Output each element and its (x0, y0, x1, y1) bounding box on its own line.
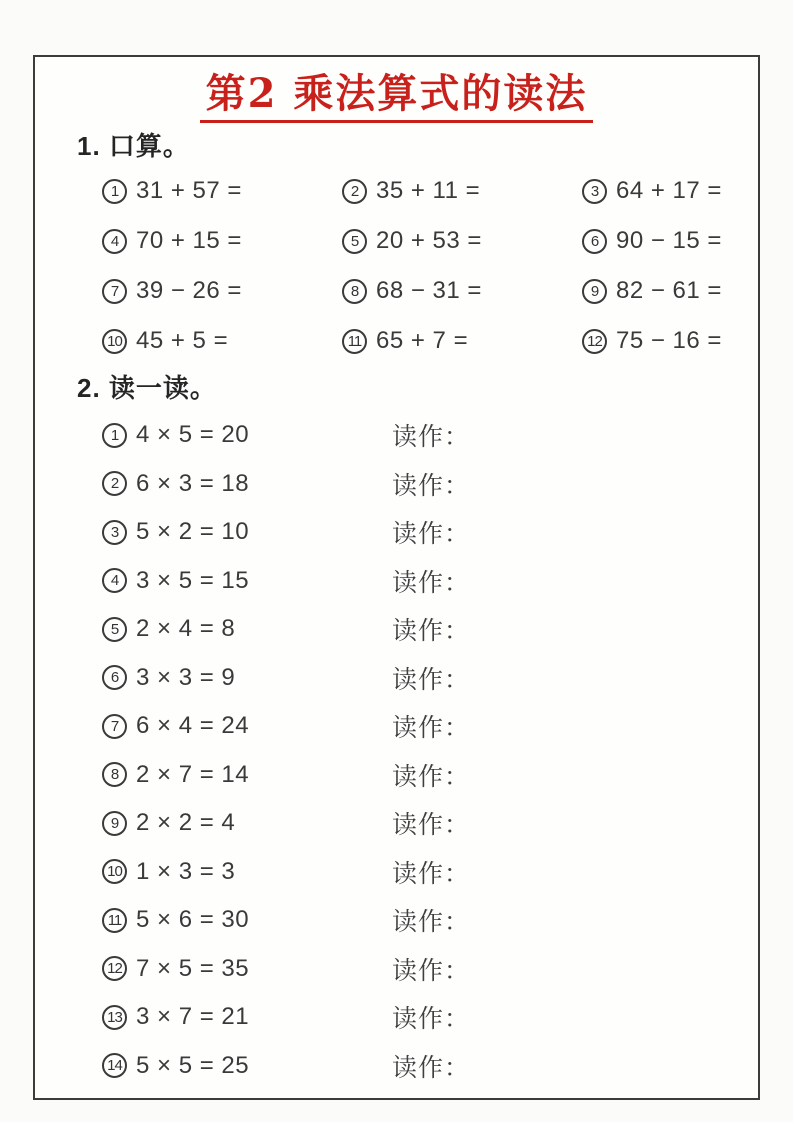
problem-expression: 4 × 5 = 20 (136, 421, 250, 449)
problem-expression: 1 × 3 = 3 (136, 857, 236, 885)
oral-math-grid (102, 166, 750, 366)
reading-problem-row (102, 557, 750, 606)
reading-problem-row (102, 654, 750, 703)
read-as-label: 读作： (392, 423, 471, 452)
problem-expression: 2 × 7 = 14 (136, 760, 250, 788)
reading-problem-row (102, 945, 750, 994)
oral-math-problem (342, 266, 582, 316)
read-as-label: 读作： (392, 956, 471, 985)
problem-number-badge: 2 (102, 471, 127, 496)
worksheet-title: 第2 乘法算式的读法 (200, 71, 594, 123)
problem-number-badge: 14 (102, 1053, 127, 1078)
problem-expression: 20 + 53 = (376, 227, 482, 254)
section1-heading: 1. 口算。 (77, 131, 190, 161)
oral-math-problem (102, 216, 342, 266)
problem-expression: 31 + 57 = (136, 177, 242, 204)
problem-expression: 39 − 26 = (136, 277, 242, 304)
reading-problem-row (102, 460, 750, 509)
oral-math-problem (102, 316, 342, 366)
problem-expression: 45 + 5 = (136, 327, 229, 354)
problem-number-badge: 3 (582, 179, 607, 204)
read-as-label: 读作： (392, 859, 471, 888)
problem-number-badge: 9 (582, 279, 607, 304)
problem-number-badge: 5 (102, 617, 127, 642)
problem-number-badge: 4 (102, 568, 127, 593)
read-as-label: 读作： (392, 520, 471, 549)
problem-expression: 7 × 5 = 35 (136, 954, 250, 982)
reading-problem-row (102, 1042, 750, 1091)
reading-problem-row (102, 411, 750, 460)
problem-expression: 5 × 5 = 25 (136, 1051, 250, 1079)
read-as-label: 读作： (392, 568, 471, 597)
worksheet-frame (33, 55, 760, 1100)
title-row (35, 71, 758, 123)
read-as-label: 读作： (392, 1005, 471, 1034)
problem-number-badge: 12 (102, 956, 127, 981)
problem-expression: 2 × 4 = 8 (136, 615, 236, 643)
problem-number-badge: 13 (102, 1005, 127, 1030)
reading-problem-row (102, 848, 750, 897)
problem-number-badge: 6 (102, 665, 127, 690)
problem-number-badge: 5 (342, 229, 367, 254)
oral-math-problem (342, 216, 582, 266)
oral-math-problem (102, 266, 342, 316)
problem-number-badge: 7 (102, 279, 127, 304)
problem-expression: 68 − 31 = (376, 277, 482, 304)
problem-expression: 6 × 4 = 24 (136, 712, 250, 740)
read-as-label: 读作： (392, 908, 471, 937)
reading-problem-row (102, 799, 750, 848)
reading-problem-list (102, 411, 750, 1090)
problem-expression: 82 − 61 = (616, 277, 722, 304)
reading-problem-row (102, 993, 750, 1042)
problem-expression: 2 × 2 = 4 (136, 809, 236, 837)
problem-number-badge: 8 (342, 279, 367, 304)
read-as-label: 读作： (392, 1053, 471, 1082)
problem-number-badge: 12 (582, 329, 607, 354)
oral-math-problem (582, 266, 750, 316)
problem-expression: 75 − 16 = (616, 327, 722, 354)
problem-expression: 90 − 15 = (616, 227, 722, 254)
oral-math-problem (582, 216, 750, 266)
reading-problem-row (102, 605, 750, 654)
oral-math-problem (342, 166, 582, 216)
reading-problem-row (102, 751, 750, 800)
problem-number-badge: 2 (342, 179, 367, 204)
oral-math-problem (102, 166, 342, 216)
problem-number-badge: 6 (582, 229, 607, 254)
problem-number-badge: 9 (102, 811, 127, 836)
read-as-label: 读作： (392, 471, 471, 500)
read-as-label: 读作： (392, 617, 471, 646)
problem-number-badge: 4 (102, 229, 127, 254)
problem-expression: 5 × 2 = 10 (136, 518, 250, 546)
oral-math-problem (342, 316, 582, 366)
problem-number-badge: 1 (102, 423, 127, 448)
reading-problem-row (102, 896, 750, 945)
problem-expression: 64 + 17 = (616, 177, 722, 204)
problem-number-badge: 1 (102, 179, 127, 204)
reading-problem-row (102, 508, 750, 557)
problem-number-badge: 11 (102, 908, 127, 933)
problem-expression: 70 + 15 = (136, 227, 242, 254)
read-as-label: 读作： (392, 811, 471, 840)
problem-expression: 3 × 3 = 9 (136, 663, 236, 691)
read-as-label: 读作： (392, 714, 471, 743)
problem-expression: 35 + 11 = (376, 177, 481, 204)
problem-number-badge: 8 (102, 762, 127, 787)
problem-number-badge: 7 (102, 714, 127, 739)
reading-problem-row (102, 702, 750, 751)
problem-expression: 3 × 5 = 15 (136, 566, 250, 594)
oral-math-problem (582, 166, 750, 216)
problem-expression: 6 × 3 = 18 (136, 469, 250, 497)
problem-number-badge: 3 (102, 520, 127, 545)
problem-number-badge: 10 (102, 859, 127, 884)
oral-math-problem (582, 316, 750, 366)
problem-expression: 5 × 6 = 30 (136, 906, 250, 934)
problem-number-badge: 11 (342, 329, 367, 354)
problem-number-badge: 10 (102, 329, 127, 354)
read-as-label: 读作： (392, 762, 471, 791)
section2-heading: 2. 读一读。 (77, 373, 217, 403)
problem-expression: 3 × 7 = 21 (136, 1003, 250, 1031)
read-as-label: 读作： (392, 665, 471, 694)
problem-expression: 65 + 7 = (376, 327, 469, 354)
